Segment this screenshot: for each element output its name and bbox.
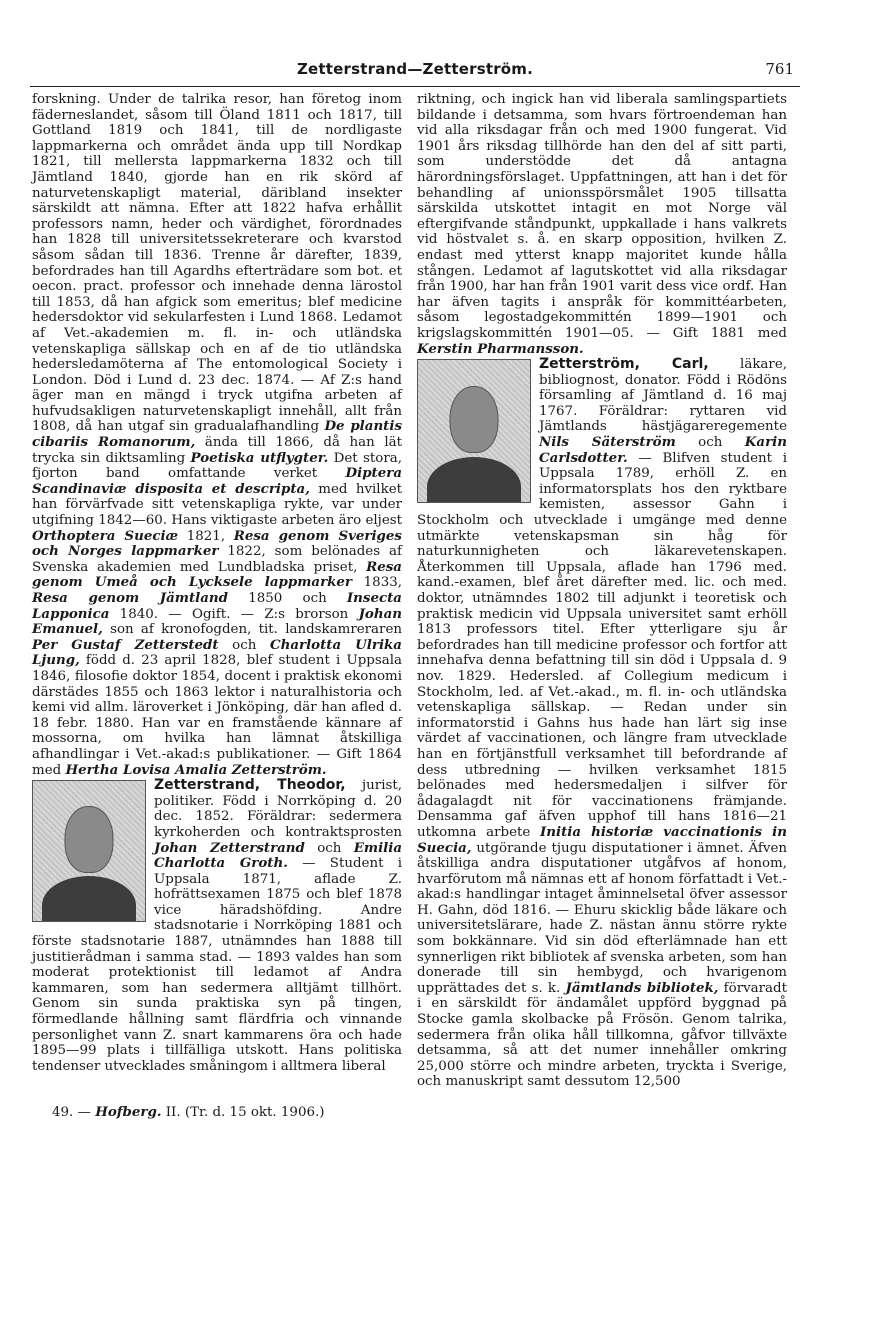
- entry-heading-zetterstrom: Zetterström, Carl,: [539, 356, 709, 373]
- zetterstrand-entry: Zetterstrand, Theodor, jurist, politiker. Född i Norrköping d. 20 dec. 1852. Föräldrar: sedermera kyrkoherden och kontraktsprosten Johan Zetterstrand och Emilia Charlotta Groth. — Student i Uppsala 1871, aflade Z. hofrättsexamen 1875 och blef 1878 vice häradshöfding. Andre stadsnotarie i Norrköping 1881 och förste stadsnotarie 1887, utnämndes han 1888 till justitierådman i samma stad. — 1893 valdes han som moderat protektionist till ledamot af Andra kammaren, som han sedermera alltjämt tillhört. Genom sin sunda praktiska syn på tingen, förmedlande hållning samt flärdfria och vinnande personlighet vann Z. snart kammarens öra och hade 1895—99 plats i tillfälliga utskott. Hans politiska tendenser utvecklades småningom i alltmera liberal: [32, 777, 403, 1074]
- zetterstrom-entry: Zetterström, Carl, läkare, bibliognost, donator. Född i Rödöns församling af Jämtland d. 16 maj 1767. Föräldrar: ryttaren vid Jämtlands hästjägareregemente Nils Säterström och Karin Carlsdotter. — Blifven student i Uppsala 1789, erhöll Z. en informatorsplats hos den ryktbare kemisten, assessor Gahn i Stockholm och utvecklade i umgänge med denne utmärkte vetenskapsman sin håg för naturkunnigheten och läkarevetenskapen. Återkommen till Uppsala, aflade han 1796 med. kand.-examen, blef året därefter med. lic. och med. doktor, utnämndes 1802 till adjunkt i teoretisk och praktisk medicin vid Uppsala universitet samt erhöll 1813 professors titel. Efter ytterligare sju år befordrades han till medicine professor och fortfor att innehafva denna befattning till sin död i Uppsala d. 9 nov. 1829. Hedersled. af Collegium medicum i Stockholm, led. af Vet.-akad., m. fl. in- och utländska vetenskapliga sällskap. — Redan under sin informatorstid i Gahns hus hade han lärt sig inse värdet af vaccinationen, och längre fram utvecklade han en förtjänstfull verksamhet till befordrande af dess utbredning — hvilken verksamhet 1815 belönades med hedersmedaljen i silfver för ådagalagdt nit för vaccinationens främjande. Densamma gaf äfven upphof till hans 1816—21 utkomna arbete Initia historiæ vaccinationis in Suecia, utgörande tjugu disputationer i ämnet. Äfven åtskilliga andra disputationer utgåfvos af honom, hvarförutom må nämnas ett af honom författadt i Vet.-akad:s handlingar intaget åminnelsetal öfver assessor H. Gahn, död 1816. — Ehuru skicklig både läkare och universitetslärare, hade Z. nästan ännu större rykte som bokkännare. Vid sin död efterlämnade han ett synnerligen rikt bibliotek af svenska arbeten, som han donerade till sin hembygd, och hvarigenom upprättades det s. k. Jämtlands bibliotek, förvaradt i en särskildt för ändamålet uppförd byggnad på Stocke gamla skolbacke på Frösön. Genom talrika, sedermera från olika håll tillkomna, gåfvor tillväxte detsamma, så att det numer innehåller omkring 25,000 större och mindre arbeten, tryckta i Sverige, och manuskript samt dessutom 12,500: [417, 356, 787, 1090]
- running-title: Zetterstrand—Zetterström.: [296, 60, 534, 78]
- header-rule: [30, 86, 800, 87]
- printer-footer: 49. — Hofberg. II. (Tr. d. 15 okt. 1906.): [52, 1104, 325, 1120]
- right-column: [417, 92, 787, 1090]
- page-header: [30, 60, 800, 82]
- zetterstedt-continuation-paragraph: forskning. Under de talrika resor, han företog inom fäderneslandet, såsom till Öland 1811 och 1817, till Gottland 1819 och 1841, till de nordligaste lappmarkerna och området ända upp till Nordkap 1821, till mellersta lappmarkerna 1832 och till Jämtland 1840, gjorde han en rik skörd af naturvetenskapligt material, däribland insekter särskildt att nämna. Efter att 1822 hafva erhållit professors namn, heder och värdighet, förordnades han 1828 till universitetssekreterare och kvarstod såsom sådan till 1836. Trenne år därefter, 1839, befordrades han till Agardhs efterträdare som bot. et oecon. pract. professor och innehade denna lärostol till 1853, då han afgick som emeritus; blef medicine hedersdoktor vid sekularfesten i Lund 1868. Ledamot af Vet.-akademien m. fl. in- och utländska vetenskapliga sällskap och en af de tio utländska hedersledamöterna af The entomological Society i London. Död i Lund d. 23 dec. 1874. — Af Z:s hand äger man en mängd i tryck utgifna arbeten af hufvudsakligen naturvetenskapligt innehåll, allt från 1808, då han utgaf sin gradualafhandling De plantis cibariis Romanorum, ända till 1866, då han lät trycka sin diktsamling Poetiska utflygter. Det stora, fjorton band omfattande verket Diptera Scandinaviæ disposita et descripta, med hvilket han förvärfvade sitt vetenskapliga rykte, var under utgifning 1842—60. Hans viktigaste arbeten äro eljest Orthoptera Sueciæ 1821, Resa genom Sveriges och Norges lappmarker 1822, som belönades af Svenska akademien med Lundbladska priset, Resa genom Umeå och Lycksele lappmarker 1833, Resa genom Jämtland 1850 och Insecta Lapponica 1840. — Ogift. — Z:s brorson Johan Emanuel, son af kronofogden, tit. landskamreraren Per Gustaf Zetterstedt och Charlotta Ulrika Ljung, född d. 23 april 1828, blef student i Uppsala 1846, filosofie doktor 1854, docent i praktisk ekonomi därstädes 1855 och 1863 lektor i naturalhistoria och kemi vid allm. läroverket i Jönköping, där han afled d. 18 febr. 1880. Han var en framstående kännare af mossorna, om hvilka han lämnat åtskilliga afhandlingar i Vet.-akad:s publikationer. — Gift 1864 med Hertha Lovisa Amalia Zetterström.: [32, 92, 402, 778]
- left-column: [32, 92, 402, 1074]
- page-number: 761: [765, 60, 794, 78]
- entry-heading-zetterstrand: Zetterstrand, Theodor,: [154, 777, 346, 794]
- zetterstrand-continuation-paragraph: riktning, och ingick han vid liberala samlingspartiets bildande i detsamma, som hvars förtroendeman han vid alla riksdagar från och med 1900 fungerat. Vid 1901 års riksdag tillhörde han den del af sitt parti, som understödde det då antagna härordningsförslaget. Uppfattningen, att han i det för behandling af unionsspörsmålet 1905 tillsatta särskilda utskottet intagit en mot Norge väl eftergifvande ståndpunkt, uppkallade i hans valkrets vid höstvalet s. å. en skarp opposition, hvilken Z. endast med ytterst knapp majoritet kunde hålla stången. Ledamot af lagutskottet vid alla riksdagar från 1900, har han från 1901 varit dess vice ordf. Han har äfven tagits i anspråk för kommittéarbeten, såsom legostadgekommittén 1899—1901 och krigslagskommittén 1901—05. — Gift 1881 med Kerstin Pharmansson.: [417, 92, 787, 357]
- portrait-zetterstrand-image: [32, 780, 146, 922]
- portrait-zetterstrom-image: [417, 359, 531, 503]
